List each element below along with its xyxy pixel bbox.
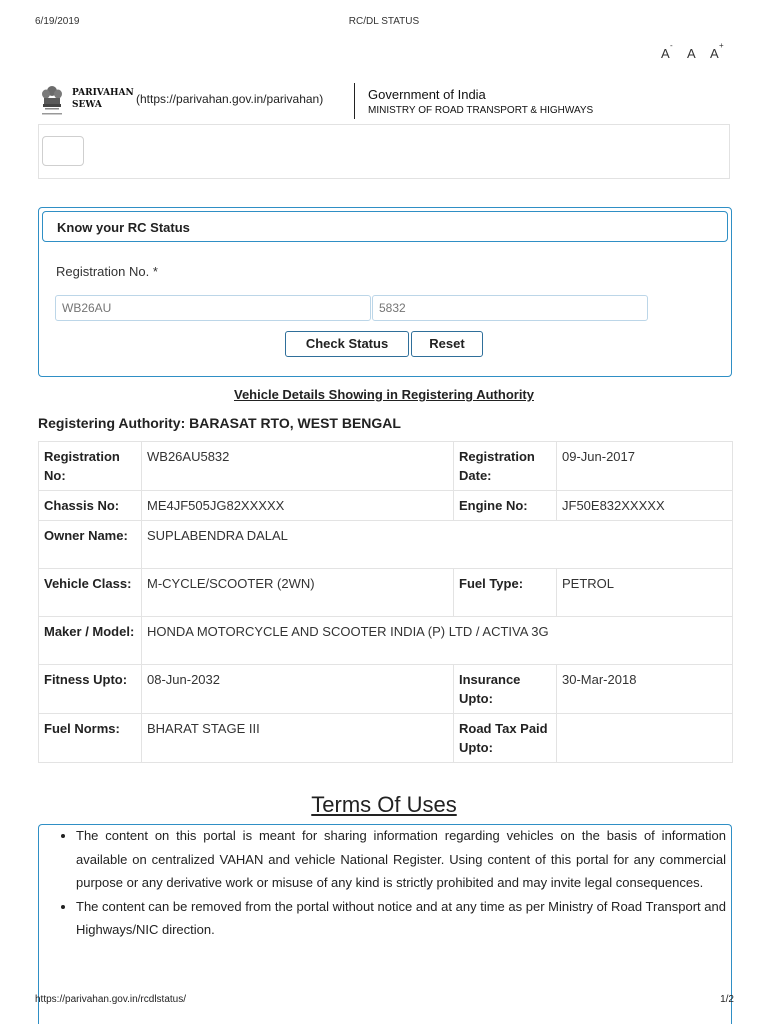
vehicle-class-value: M-CYCLE/SCOOTER (2WN) <box>142 569 454 617</box>
chassis-no-value: ME4JF505JG82XXXXX <box>142 491 454 521</box>
vehicle-class-label: Vehicle Class: <box>39 569 142 617</box>
table-row <box>39 442 733 491</box>
national-emblem-icon <box>40 84 64 118</box>
footer-url: https://parivahan.gov.in/rcdlstatus/ <box>35 994 187 1005</box>
font-increase-button[interactable]: A + <box>710 41 724 61</box>
registration-number-label: Registration No. * <box>56 264 158 279</box>
print-title: RC/DL STATUS <box>348 16 420 27</box>
check-status-button[interactable]: Check Status <box>285 331 409 357</box>
registration-no-value: WB26AU5832 <box>142 442 454 491</box>
government-title: Government of India <box>368 87 486 102</box>
owner-name-value: SUPLABENDRA DALAL <box>142 521 733 569</box>
fuel-type-label: Fuel Type: <box>454 569 557 617</box>
ministry-title: MINISTRY OF ROAD TRANSPORT & HIGHWAYS <box>368 105 594 116</box>
menu-container <box>38 124 730 179</box>
maker-model-value: HONDA MOTORCYCLE AND SCOOTER INDIA (P) LTD / ACTIVA 3G <box>142 617 733 665</box>
list-item: • The content can be removed from the portal without notice and at any time as per Ministry of Road Transport and Highways/NIC direction. <box>76 895 732 942</box>
registration-part1-input[interactable] <box>55 295 371 321</box>
fitness-upto-value: 08-Jun-2032 <box>142 665 454 714</box>
registration-date-value: 09-Jun-2017 <box>557 442 733 491</box>
parivahan-link[interactable]: (https://parivahan.gov.in/parivahan) <box>136 92 324 106</box>
rc-status-heading: Know your RC Status <box>57 220 190 235</box>
font-normal-button[interactable]: A <box>687 46 696 61</box>
fuel-norms-value: BHARAT STAGE III <box>142 714 454 763</box>
registration-part2-input[interactable] <box>372 295 648 321</box>
maker-model-label: Maker / Model: <box>39 617 142 665</box>
page-number: 1/2 <box>720 994 734 1005</box>
registration-no-label: Registration No: <box>39 442 142 491</box>
engine-no-label: Engine No: <box>454 491 557 521</box>
road-tax-label: Road Tax Paid Upto: <box>454 714 557 763</box>
registering-authority: Registering Authority: BARASAT RTO, WEST BENGAL <box>38 415 401 431</box>
font-decrease-button[interactable]: A - <box>661 41 673 61</box>
owner-name-label: Owner Name: <box>39 521 142 569</box>
table-row <box>39 665 733 714</box>
vehicle-details-table <box>38 441 733 763</box>
table-row <box>39 617 733 665</box>
menu-toggle-button[interactable] <box>42 136 84 166</box>
fuel-type-value: PETROL <box>557 569 733 617</box>
fuel-norms-label: Fuel Norms: <box>39 714 142 763</box>
engine-no-value: JF50E832XXXXX <box>557 491 733 521</box>
fitness-upto-label: Fitness Upto: <box>39 665 142 714</box>
table-row <box>39 569 733 617</box>
parivahan-logo-text[interactable]: PARIVAHAN SEWA <box>72 88 134 110</box>
table-row <box>39 714 733 763</box>
vehicle-details-title: Vehicle Details Showing in Registering Authority <box>233 387 534 402</box>
registration-date-label: Registration Date: <box>454 442 557 491</box>
reset-button[interactable]: Reset <box>411 331 483 357</box>
header-divider <box>354 83 355 119</box>
print-date: 6/19/2019 <box>35 16 80 27</box>
list-item: • The content on this portal is meant for sharing information regarding vehicles on the basis of information available on centralized VAHAN and vehicle National Register. Using content of this portal for any commercial purpose or any derivative work or misuse of any kind is strictly prohibited and may invite legal consequences. <box>76 824 732 895</box>
table-row <box>39 521 733 569</box>
insurance-upto-label: Insurance Upto: <box>454 665 557 714</box>
chassis-no-label: Chassis No: <box>39 491 142 521</box>
road-tax-value <box>557 714 733 763</box>
terms-list <box>38 824 732 942</box>
insurance-upto-value: 30-Mar-2018 <box>557 665 733 714</box>
table-row <box>39 491 733 521</box>
terms-title: Terms Of Uses <box>311 792 457 817</box>
